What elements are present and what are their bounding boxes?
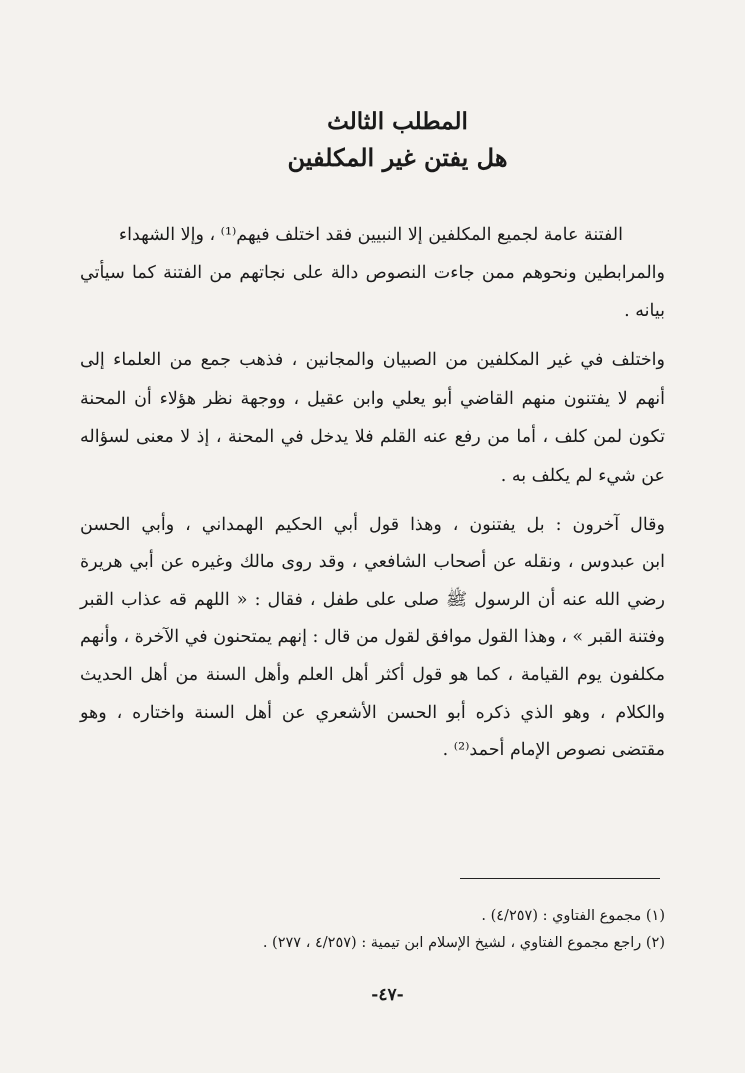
- text-line: والمرابطين ونحوهم ممن جاءت النصوص دالة على نجاتهم من الفتنة كما سيأتي: [80, 263, 665, 283]
- footnote: (١) مجموع الفتاوي : (٤/٢٥٧) .: [481, 908, 665, 924]
- text-line: ابن عبدوس ، ونقله عن أصحاب الشافعي ، وقد روى مالك وغيره عن أبي هريرة: [80, 552, 665, 572]
- text-line: بيانه .: [624, 301, 665, 321]
- page-title: هل يفتن غير المكلفين: [287, 143, 508, 172]
- text-line: مكلفون يوم القيامة ، كما هو قول أكثر أهل العلم وأهل السنة من أهل الحديث: [80, 665, 665, 685]
- text-line: الفتنة عامة لجميع المكلفين إلا النبيين فقد اختلف فيهم⁽¹⁾ ، وإلا الشهداء: [118, 225, 623, 245]
- text-line: واختلف في غير المكلفين من الصبيان والمجانين ، فذهب جمع من العلماء إلى: [80, 350, 665, 370]
- text-line: وقال آخرون : بل يفتنون ، وهذا قول أبي الحكيم الهمداني ، وأبي الحسن: [80, 515, 665, 535]
- text-line: وفتنة القبر » ، وهذا القول موافق لقول من قال : إنهم يمتحنون في الآخرة ، وأنهم: [80, 627, 665, 647]
- text-line: رضي الله عنه أن الرسول ﷺ صلى على طفل ، فقال : « اللهم قه عذاب القبر: [80, 590, 665, 610]
- section-heading: المطلب الثالث: [327, 108, 468, 135]
- footnote-divider: [460, 878, 660, 879]
- text-line: مقتضى نصوص الإمام أحمد⁽²⁾ .: [442, 740, 665, 760]
- text-line: والكلام ، وهو الذي ذكره أبو الحسن الأشعري عن أهل السنة واختاره ، وهو: [80, 703, 665, 723]
- footnote: (٢) راجع مجموع الفتاوي ، لشيخ الإسلام ابن تيمية : (٤/٢٥٧ ، ٢٧٧) .: [262, 935, 665, 951]
- text-line: أنهم لا يفتنون منهم القاضي أبو يعلي وابن عقيل ، ووجهة نظر هؤلاء أن المحنة: [80, 389, 665, 409]
- page-number: -٤٧-: [371, 985, 404, 1005]
- text-line: عن شيء لم يكلف به .: [500, 466, 665, 486]
- text-line: تكون لمن كلف ، أما من رفع عنه القلم فلا يدخل في المحنة ، إذ لا معنى لسؤاله: [80, 427, 665, 447]
